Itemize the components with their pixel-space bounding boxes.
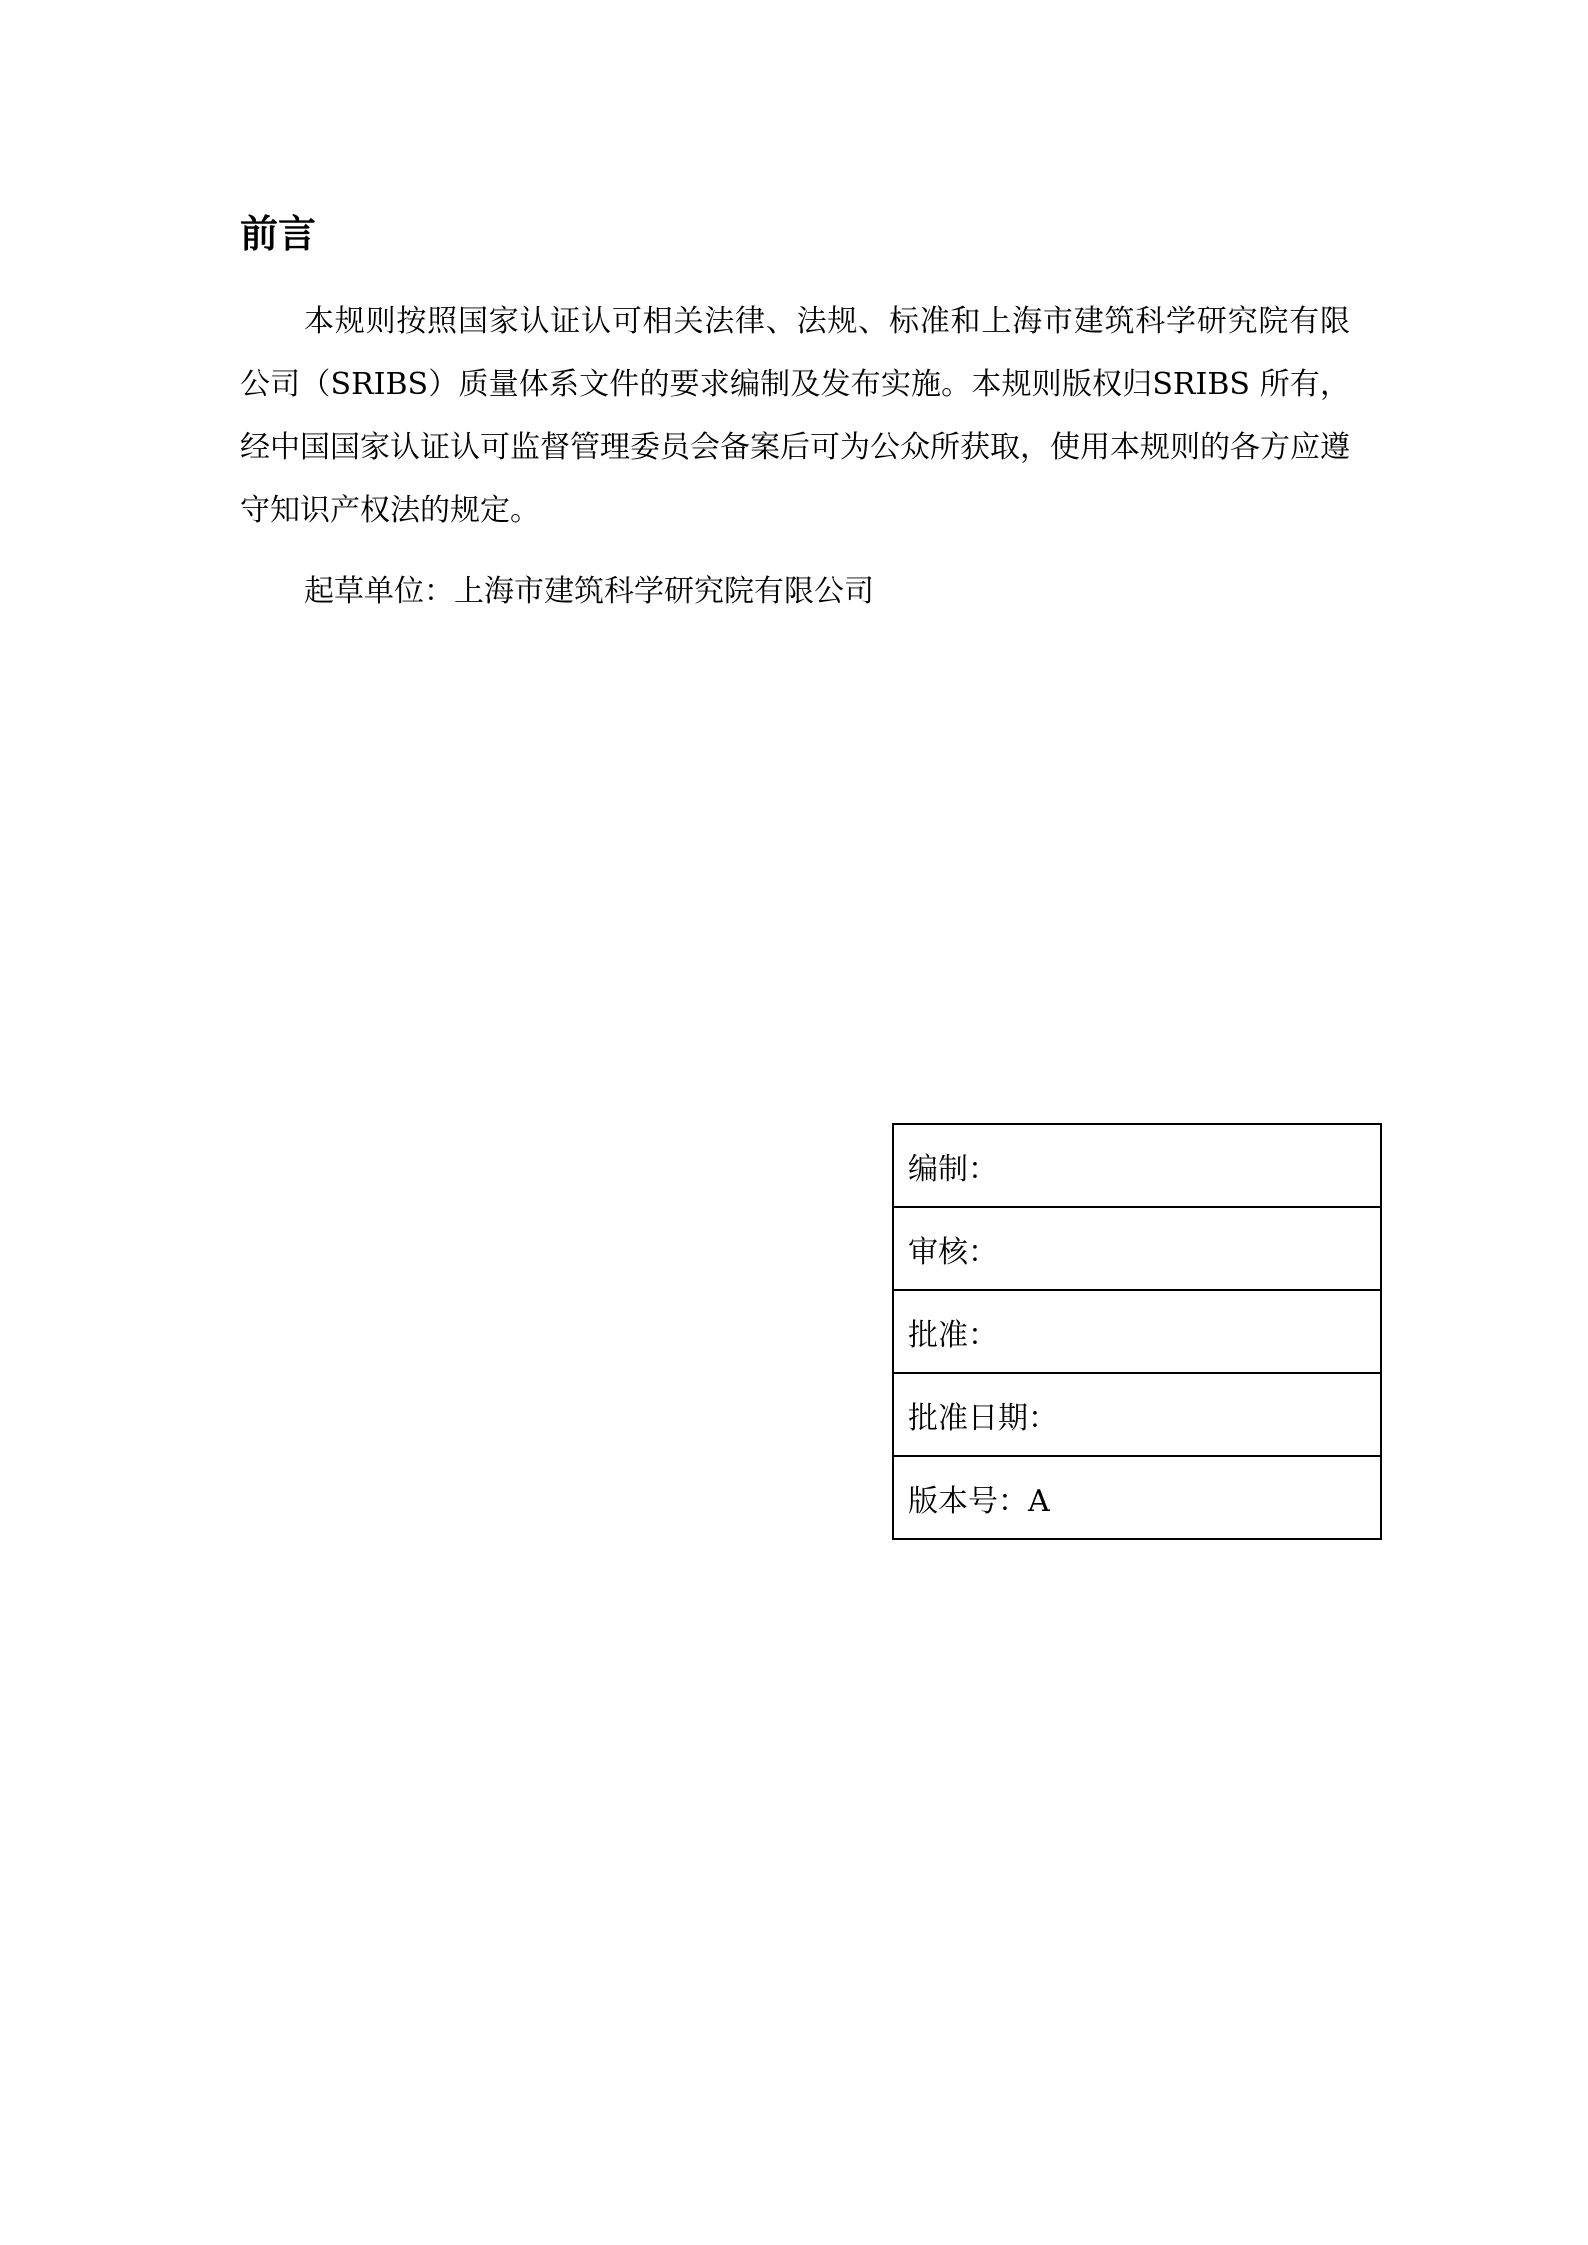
drafting-unit: 起草单位：上海市建筑科学研究院有限公司 [304,574,874,609]
approval-row-reviewed [893,1207,1381,1290]
approval-cell-compiled [893,1124,1381,1207]
page-title: 前言 [240,212,317,256]
approval-cell-reviewed [893,1207,1381,1290]
approval-label-version: 版本号： [908,1483,1028,1519]
approval-cell-approved [893,1290,1381,1373]
approval-row-approval-date [893,1373,1381,1456]
approval-cell-approval-date [893,1373,1381,1456]
preface-paragraph: 本规则按照国家认证认可相关法律、法规、标准和上海市建筑科学研究院有限公司（SRIBS）质量体系文件的要求编制及发布实施。本规则版权归SRIBS 所有，经中国国家认证认可监督管理委员会备案后可为公众所获取，使用本规则的各方应遵守知识产权法的规定。 [240,304,1350,528]
approval-value-version: A [1028,1483,1050,1519]
approval-label-approved: 批准： [908,1317,998,1353]
approval-label-reviewed: 审核： [908,1234,998,1270]
approval-row-compiled [893,1124,1381,1207]
approval-label-approval-date: 批准日期： [908,1400,1058,1436]
approval-label-compiled: 编制： [908,1151,998,1187]
approval-row-approved [893,1290,1381,1373]
approval-row-version [893,1456,1381,1539]
approval-cell-version [893,1456,1381,1539]
approval-table [892,1123,1382,1540]
